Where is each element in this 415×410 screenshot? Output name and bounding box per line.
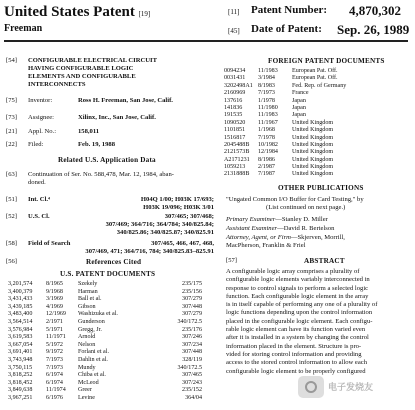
date-cell: 2/1971: [46, 318, 63, 325]
patent-number-cell: 3,750,115: [8, 364, 33, 371]
date-ref: [45]: [228, 27, 240, 35]
inventor-cell: Arnold: [78, 334, 96, 341]
patent-number-cell: 3,431,433: [8, 296, 33, 303]
title-ref: [19]: [138, 10, 151, 18]
foreign-number-cell: 3202498A1: [224, 82, 253, 89]
inventor-cell: Greer: [78, 387, 92, 394]
class-cell: 340/172.5: [177, 318, 202, 325]
office-cell: United Kingdom: [292, 171, 334, 178]
inventor-cell: McLeod: [78, 379, 99, 386]
header-divider: [4, 40, 408, 42]
office-cell: United Kingdom: [292, 149, 334, 156]
foreign-number-cell: 0031431: [224, 75, 246, 82]
us-patent-documents-title: U.S. PATENT DOCUMENTS: [60, 270, 156, 278]
field-57-ref: [57]: [226, 257, 237, 264]
inventor-cell: Gregg, Jr.: [78, 326, 102, 333]
date-cell: 7/1987: [258, 171, 275, 178]
field-75-ref: [75]: [6, 97, 17, 104]
inventor-cell: Gunderson: [78, 318, 105, 325]
class-cell: 235/175: [182, 281, 202, 287]
date-of-patent: Sep. 26, 1989: [337, 22, 410, 37]
us-patent-row: [8, 319, 218, 327]
patent-number-cell: 3,818,452: [8, 379, 33, 386]
date-cell: 12/1969: [46, 311, 66, 318]
patent-number-label: Patent Number:: [251, 4, 328, 16]
office-cell: France: [292, 90, 309, 97]
field-22-ref: [22]: [6, 141, 17, 148]
foreign-number-cell: 137616: [224, 97, 243, 104]
foreign-patent-row: [224, 142, 410, 149]
inventor-value: Ross H. Freeman, San Jose, Calif.: [78, 97, 173, 104]
foreign-number-cell: 2121573B: [224, 149, 250, 156]
foreign-number-cell: 1090520: [224, 119, 246, 126]
foreign-patent-table: [224, 68, 410, 179]
field-51-ref: [51]: [6, 196, 17, 203]
foreign-patent-row: [224, 90, 410, 97]
field-56-ref: [56]: [6, 258, 17, 265]
us-patent-row: [8, 372, 218, 380]
foreign-number-cell: 1516817: [224, 134, 246, 141]
continuation-text: Continuation of Ser. No. 588,478, Mar. 12, 1984, aban- doned.: [28, 171, 174, 186]
inventor-cell: Washizuka et al.: [78, 311, 118, 318]
us-patent-row: [8, 380, 218, 388]
patent-number-cell: 3,400,379: [8, 288, 33, 295]
date-cell: 11/1980: [258, 104, 278, 111]
date-cell: 9/1968: [46, 288, 63, 295]
class-cell: 307/448: [182, 349, 202, 356]
office-cell: United Kingdom: [292, 141, 334, 148]
inventor-cell: Nelson: [78, 341, 96, 348]
us-patent-table: [8, 281, 218, 403]
date-cell: 5/1971: [46, 326, 63, 333]
filed-value: Feb. 19, 1988: [78, 141, 115, 148]
us-patent-row: [8, 327, 218, 335]
us-patent-row: [8, 357, 218, 365]
date-cell: 3/1969: [46, 296, 63, 303]
office-cell: United Kingdom: [292, 119, 334, 126]
field-21-ref: [21]: [6, 128, 17, 135]
office-cell: Japan: [292, 112, 306, 119]
assignee-label: Assignee:: [28, 114, 55, 121]
inventor-cell: Mundy: [78, 364, 96, 371]
date-cell: 10/1982: [258, 141, 278, 148]
foreign-patent-row: [224, 157, 410, 164]
foreign-number-cell: 2160969: [224, 90, 246, 97]
foreign-patent-row: [224, 171, 410, 178]
date-cell: 6/1976: [46, 394, 63, 401]
inventor-cell: Gibson: [78, 303, 96, 310]
date-cell: 8/1983: [258, 82, 275, 89]
date-cell: 12/1984: [258, 149, 278, 156]
foreign-patent-row: [224, 75, 410, 82]
field-52-ref: [52]: [6, 213, 17, 220]
foreign-number-cell: 2045488B: [224, 141, 250, 148]
us-patent-row: [8, 349, 218, 357]
class-cell: 328/119: [182, 356, 202, 363]
us-patent-row: [8, 311, 218, 319]
inventor-cell: Szekely: [78, 281, 98, 287]
foreign-patent-row: [224, 112, 410, 119]
date-cell: 1/1978: [258, 97, 275, 104]
date-cell: 3/1984: [258, 75, 275, 82]
assistant-examiner: Assistant Examiner—David R. Bertelson: [226, 225, 335, 232]
class-cell: 340/172.5: [177, 364, 202, 371]
class-cell: 364/04: [185, 394, 202, 401]
us-cl-value: 307/465; 307/468; 307/469; 364/716; 364/784; 340/825.84; 340/825.86; 340/825.87; 340/825.91: [105, 213, 214, 236]
appl-no-label: Appl. No.:: [28, 128, 57, 135]
us-patent-row: [8, 334, 218, 342]
inventor-label: Inventor:: [28, 97, 53, 104]
foreign-number-cell: 0094234: [224, 68, 246, 74]
field-of-search-value: 307/465, 466, 467, 468, 307/469, 471; 364/716, 784; 340/825.83–825.91: [85, 240, 214, 255]
inventor-cell: Harman: [78, 288, 98, 295]
foreign-patent-documents-title: FOREIGN PATENT DOCUMENTS: [268, 57, 385, 65]
patent-number-cell: 3,691,401: [8, 349, 33, 356]
office-cell: European Pat. Off.: [292, 75, 338, 82]
foreign-patent-row: [224, 83, 410, 90]
class-cell: 307/448: [182, 303, 202, 310]
foreign-patent-row: [224, 135, 410, 142]
field-of-search-label: Field of Search: [28, 240, 71, 247]
filed-label: Filed:: [28, 141, 44, 148]
office-cell: Fed. Rep. of Germany: [292, 82, 347, 89]
inventor-cell: Forlani et al.: [78, 349, 109, 356]
date-cell: 11/1974: [46, 387, 66, 394]
abstract-title: ABSTRACT: [304, 257, 345, 265]
watermark-text: 电子发烧友: [328, 383, 374, 393]
office-cell: Japan: [292, 97, 306, 104]
inventor-short-name: Freeman: [4, 23, 43, 34]
date-cell: 7/1973: [46, 356, 63, 363]
patent-number-cell: 3,439,185: [8, 303, 33, 310]
us-patent-row: [8, 342, 218, 350]
foreign-patent-row: [224, 164, 410, 171]
attorney-agent: Attorney, Agent, or Firm—Skjerven, Morrill, MacPherson, Franklin & Friel: [226, 234, 345, 249]
assignee-value: Xilinx, Inc., San Jose, Calif.: [78, 114, 156, 121]
date-cell: 1/1968: [258, 127, 275, 134]
patent-number-ref: [11]: [228, 8, 240, 16]
us-patent-row: [8, 296, 218, 304]
office-cell: United Kingdom: [292, 127, 334, 134]
inventor-cell: Ball et al.: [78, 296, 102, 303]
date-cell: 7/1973: [46, 364, 63, 371]
class-cell: 307/465: [182, 372, 202, 379]
patent-number-cell: 3,667,054: [8, 341, 33, 348]
patent-number-cell: 3,849,638: [8, 387, 33, 394]
class-cell: 307/243: [182, 379, 202, 386]
foreign-patent-row: [224, 149, 410, 156]
foreign-number-cell: A2171231: [224, 156, 250, 163]
class-cell: 235/152: [182, 387, 202, 394]
date-label: Date of Patent:: [251, 23, 322, 35]
patent-number-cell: 3,564,514: [8, 318, 33, 325]
inventor-cell: Dahlin et al.: [78, 356, 108, 363]
us-patent-row: [8, 281, 218, 289]
date-cell: 11/1967: [258, 119, 278, 126]
references-cited-title: References Cited: [86, 258, 142, 266]
us-patent-row: [8, 387, 218, 395]
patent-number-cell: 3,818,252: [8, 372, 33, 379]
foreign-patent-row: [224, 105, 410, 112]
patent-office-title: United States Patent [19]: [4, 4, 151, 20]
patent-number-cell: 3,967,251: [8, 394, 33, 401]
office-cell: Japan: [292, 104, 306, 111]
patent-number-cell: 3,201,574: [8, 281, 33, 287]
other-publications-text: "Ungated Common I/O Buffer for Card Testing," by (List continued on next page.): [226, 196, 364, 211]
patent-number-cell: 3,576,984: [8, 326, 33, 333]
patent-number-cell: 3,483,400: [8, 311, 33, 318]
class-cell: 235/156: [182, 288, 202, 295]
abstract-text: A configurable logic array comprises a plurality of configurable logic elements variably interconnected in response to control signals to perform a selected logic function. Each configurable logic element in the array is in itself capable of performing any one of a plurality of logic functions depending upon the control information placed in the configurable logic element. Each configu- rable logic element can have its function varied even after it is installed in a system by changing the control information placed in the element. Structure is pro- vided for storing control information and providing access to the stored control information to allow each configurable logic element to be properly configured: [226, 268, 378, 375]
inventor-cell: Levine: [78, 394, 95, 401]
foreign-number-cell: 2131888B: [224, 171, 250, 178]
date-cell: 8/1986: [258, 156, 275, 163]
inventor-cell: Chiba et al.: [78, 372, 106, 379]
foreign-number-cell: 1101851: [224, 127, 246, 134]
patent-number-cell: 3,743,948: [8, 356, 33, 363]
class-cell: 307/246: [182, 334, 202, 341]
appl-no-value: 158,011: [78, 128, 100, 135]
us-cl-label: U.S. Cl.: [28, 213, 50, 220]
foreign-number-cell: 1059213: [224, 164, 246, 171]
other-publications-title: OTHER PUBLICATIONS: [278, 184, 364, 192]
patent-number: 4,870,302: [349, 3, 401, 18]
class-cell: 235/176: [182, 326, 202, 333]
foreign-patent-row: [224, 127, 410, 134]
class-cell: 307/279: [182, 311, 202, 318]
date-cell: 7/1978: [258, 134, 275, 141]
date-cell: 9/1972: [46, 349, 63, 356]
date-cell: 2/1987: [258, 164, 275, 171]
patent-number-cell: 3,619,583: [8, 334, 33, 341]
us-patent-row: [8, 289, 218, 297]
office-cell: United Kingdom: [292, 156, 334, 163]
date-cell: 4/1969: [46, 303, 63, 310]
us-patent-row: [8, 304, 218, 312]
class-cell: 307/279: [182, 296, 202, 303]
foreign-number-cell: 141836: [224, 104, 243, 111]
date-cell: 5/1972: [46, 341, 63, 348]
chat-bubble-icon: [298, 376, 324, 398]
primary-examiner: Primary Examiner—Stanley D. Miller: [226, 216, 328, 223]
field-73-ref: [73]: [6, 114, 17, 121]
date-cell: 6/1974: [46, 379, 63, 386]
date-cell: 7/1973: [258, 90, 275, 97]
date-cell: 6/1974: [46, 372, 63, 379]
date-cell: 11/1983: [258, 68, 278, 74]
foreign-number-cell: 191535: [224, 112, 243, 119]
int-cl-value: H04Q 1/00; H03K 17/693; H03K 19/096; H03K 3/01: [140, 196, 214, 211]
int-cl-label: Int. Cl.⁴: [28, 196, 50, 203]
date-cell: 8/1965: [46, 281, 63, 287]
us-patent-row: [8, 395, 218, 403]
office-cell: United Kingdom: [292, 164, 334, 171]
us-patent-row: [8, 365, 218, 373]
field-63-ref: [63]: [6, 171, 17, 178]
foreign-patent-row: [224, 120, 410, 127]
field-54-ref: [54]: [6, 57, 17, 64]
date-cell: 11/1983: [258, 112, 278, 119]
class-cell: 307/234: [182, 341, 202, 348]
field-58-ref: [58]: [6, 240, 17, 247]
office-cell: United Kingdom: [292, 134, 334, 141]
foreign-patent-row: [224, 98, 410, 105]
office-cell: European Pat. Off.: [292, 68, 338, 74]
related-data-title: Related U.S. Application Data: [58, 156, 156, 164]
date-cell: 11/1971: [46, 334, 66, 341]
invention-title: CONFIGURABLE ELECTRICAL CIRCUIT HAVING CONFIGURABLE LOGIC ELEMENTS AND CONFIGURABLE INTERCONNECTS: [28, 57, 157, 88]
